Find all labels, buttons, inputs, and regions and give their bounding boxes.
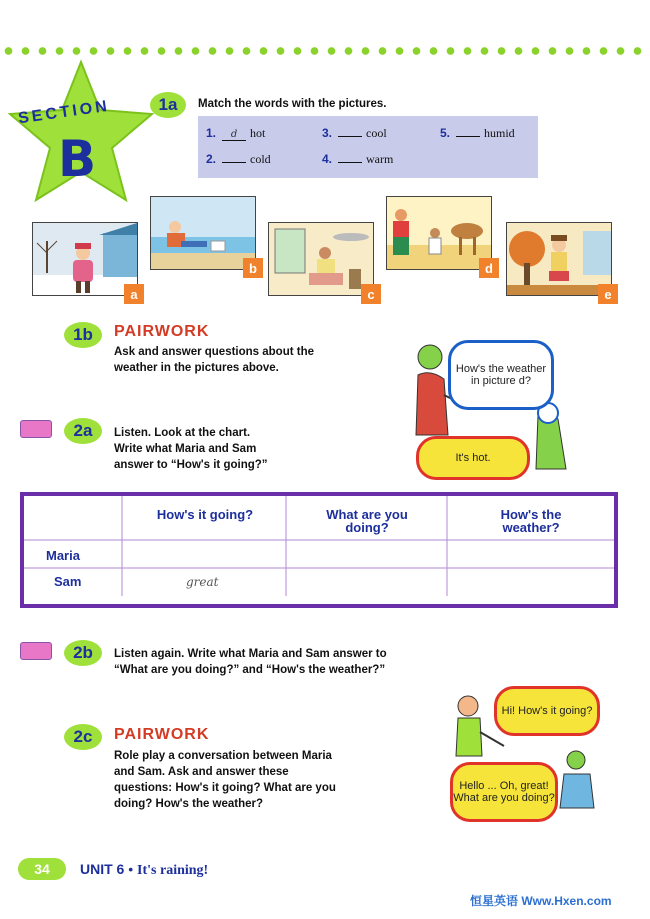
item-number: 3. — [322, 126, 333, 140]
snow-scene-illustration — [33, 223, 137, 295]
pairwork-heading-2c: PAIRWORK — [114, 726, 210, 743]
header-hows-the-weather: How's the weather? — [500, 507, 562, 535]
unit-label: UNIT 6 — [80, 861, 125, 877]
picture-tag-d: d — [479, 258, 499, 278]
item-number: 5. — [440, 126, 451, 140]
picture-tag-e: e — [598, 284, 618, 304]
picture-c-warm-room — [268, 222, 374, 296]
picture-tag-a: a — [124, 284, 144, 304]
exercise-number-2c: 2c — [64, 724, 102, 750]
autumn-scene-illustration — [507, 223, 611, 295]
audio-cassette-icon[interactable] — [20, 420, 52, 438]
item-number: 4. — [322, 152, 333, 166]
row-label-maria: Maria — [46, 548, 80, 563]
unit-footer — [80, 861, 208, 879]
desert-scene-illustration — [387, 197, 491, 269]
picture-d-hot-desert — [386, 196, 492, 270]
instruction-1b-line1: Ask and answer questions about the — [114, 346, 315, 358]
instruction-2c-line3: questions: How's it going? What are you — [114, 782, 336, 794]
instruction-2b-line2: “What are you doing?” and “How's the weather?” — [114, 664, 386, 676]
instruction-1b-line2: weather in the pictures above. — [114, 362, 279, 374]
header-hows-it-going: How's it going? — [156, 507, 254, 522]
weather-chart-table — [20, 492, 618, 608]
item-number: 1. — [206, 126, 217, 140]
picture-a-cold-snow — [32, 222, 138, 296]
speech-bubble-question: How's the weather in picture d? — [448, 340, 554, 410]
answer-blank[interactable] — [222, 162, 246, 163]
speech-bubble-reply: Hello ... Oh, great! What are you doing? — [450, 762, 558, 822]
picture-e-humid-autumn — [506, 222, 612, 296]
page-number-badge: 34 — [18, 858, 66, 880]
match-item-5 — [440, 126, 515, 141]
answer-blank[interactable] — [338, 162, 362, 163]
instruction-2a-line3: answer to “How's it going?” — [114, 459, 268, 471]
cell-sam-hows-it-going[interactable]: great — [186, 575, 219, 589]
row-label-sam: Sam — [54, 574, 82, 589]
instruction-1a: Match the words with the pictures. — [198, 98, 387, 110]
speech-bubble-greeting: Hi! How's it going? — [494, 686, 600, 736]
header-what-are-you-doing: What are you doing? — [326, 507, 408, 535]
answer-blank[interactable]: d — [222, 129, 246, 141]
section-label: SECTION — [17, 97, 111, 128]
pairwork-heading-1b: PAIRWORK — [114, 323, 210, 340]
picture-tag-c: c — [361, 284, 381, 304]
instruction-2a-line1: Listen. Look at the chart. — [114, 427, 251, 439]
picture-tag-b: b — [243, 258, 263, 278]
bullet-separator: • — [128, 861, 138, 877]
instruction-2b-line1: Listen again. Write what Maria and Sam answer to — [114, 648, 387, 660]
match-item-3 — [322, 126, 387, 141]
unit-title: It's raining! — [137, 863, 209, 878]
instruction-2a-line2: Write what Maria and Sam — [114, 443, 257, 455]
picture-b-cool-beach — [150, 196, 256, 270]
watermark-text: 恒星英语 Www.Hxen.com — [470, 894, 612, 908]
exercise-number-1b: 1b — [64, 322, 102, 348]
audio-cassette-icon[interactable] — [20, 642, 52, 660]
room-scene-illustration — [269, 223, 373, 295]
section-letter: B — [58, 130, 97, 188]
exercise-number-1a: 1a — [150, 92, 186, 118]
word: hot — [250, 126, 266, 140]
match-item-1 — [206, 126, 265, 141]
answer-blank[interactable] — [456, 136, 480, 137]
instruction-2c-line1: Role play a conversation between Maria — [114, 750, 332, 762]
word: cool — [366, 126, 387, 140]
exercise-number-2a: 2a — [64, 418, 102, 444]
word: cold — [250, 152, 271, 166]
exercise-number-2b: 2b — [64, 640, 102, 666]
instruction-2c-line2: and Sam. Ask and answer these — [114, 766, 289, 778]
answer-blank[interactable] — [338, 136, 362, 137]
speech-bubble-answer: It's hot. — [416, 436, 530, 480]
match-item-2 — [206, 152, 271, 167]
match-item-4 — [322, 152, 393, 167]
instruction-2c-line4: doing? How's the weather? — [114, 798, 264, 810]
word: warm — [366, 152, 394, 166]
dotted-divider — [0, 45, 650, 57]
word: humid — [484, 126, 515, 140]
item-number: 2. — [206, 152, 217, 166]
beach-scene-illustration — [151, 197, 255, 269]
